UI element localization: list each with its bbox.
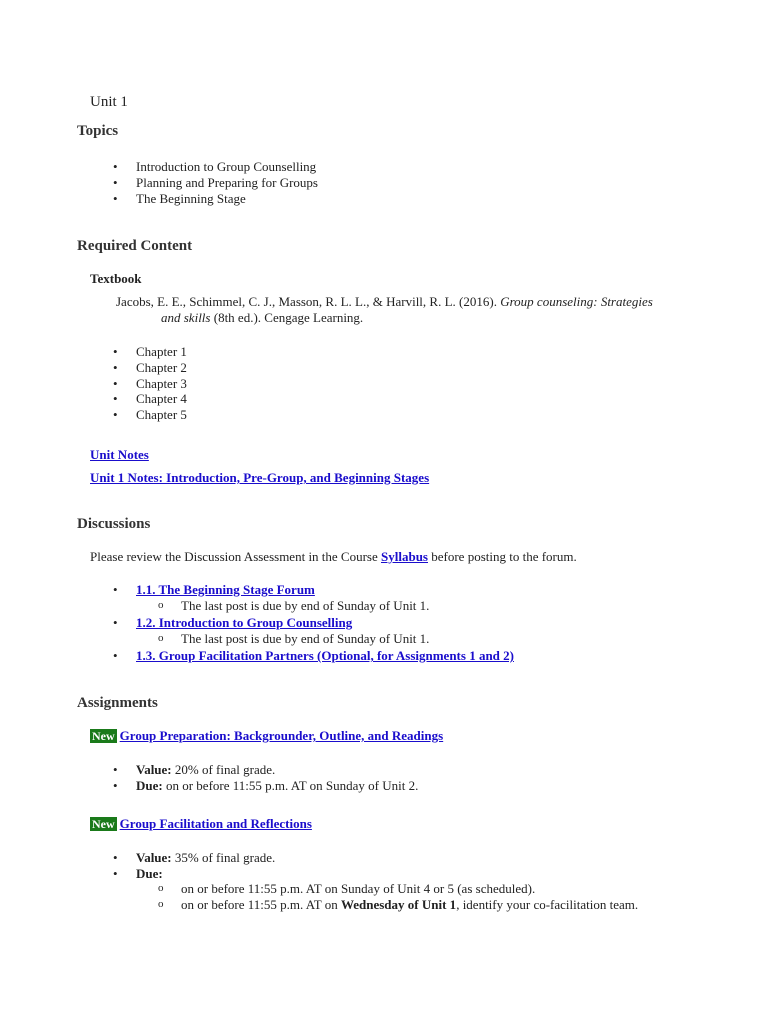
list-item <box>90 615 352 631</box>
chapter-item: • Chapter 3 <box>90 376 187 392</box>
due-text-after: , identify your co-facilitation team. <box>456 897 639 912</box>
unit1-notes-link[interactable]: Unit 1 Notes: Introduction, Pre-Group, and Beginning Stages <box>90 470 430 485</box>
list-item: • Introduction to Group Counselling <box>90 159 318 175</box>
discussions-heading: Discussions <box>77 516 151 532</box>
unit-notes-link[interactable]: Unit Notes <box>90 447 149 462</box>
citation-title-2: and skills <box>161 310 211 325</box>
discussion-sublist <box>90 631 429 647</box>
value-label: Value: <box>136 762 172 777</box>
list-item <box>90 897 638 913</box>
topics-list <box>90 159 318 206</box>
citation-rest: (8th ed.). Cengage Learning. <box>213 310 364 325</box>
discussions-intro <box>90 549 577 565</box>
topics-heading: Topics <box>77 123 119 139</box>
discussion-list <box>90 648 514 664</box>
chapter-item: • Chapter 2 <box>90 360 187 376</box>
list-item: o The last post is due by end of Sunday of Unit 1. <box>90 631 429 647</box>
assignment-1-line <box>90 728 443 744</box>
textbook-citation <box>116 294 686 326</box>
list-item <box>90 762 418 778</box>
assignment-1-value: 20% of final grade. <box>174 762 276 777</box>
list-item: o The last post is due by end of Sunday of Unit 1. <box>90 598 429 614</box>
value-label: Value: <box>136 850 172 865</box>
list-item <box>90 582 315 598</box>
discussion-sublist <box>90 598 429 614</box>
chapter-item: • Chapter 4 <box>90 391 187 407</box>
discussion-list <box>90 615 352 631</box>
discussion-list <box>90 582 315 598</box>
list-item: • Planning and Preparing for Groups <box>90 175 318 191</box>
chapter-item: • Chapter 1 <box>90 344 187 360</box>
due-label: Due: <box>136 777 163 793</box>
due-text-bold: Wednesday of Unit 1 <box>340 897 457 912</box>
citation-title-1: Group counseling: Strategies <box>500 294 653 309</box>
list-item <box>90 778 418 794</box>
assignment-1-link[interactable]: Group Preparation: Backgrounder, Outline, and Readings <box>119 728 444 743</box>
assignment-2-link[interactable]: Group Facilitation and Reflections <box>119 816 312 831</box>
chapters-list <box>90 344 187 423</box>
assignment-2-details <box>90 850 275 882</box>
assignment-2-line <box>90 816 312 832</box>
intro-text-after: before posting to the forum. <box>431 549 577 564</box>
new-badge: New <box>92 729 115 743</box>
chapter-item: • Chapter 5 <box>90 407 187 423</box>
due-label: Due: <box>136 865 163 881</box>
intro-text-before: Please review the Discussion Assessment in the Course <box>90 549 378 564</box>
assignment-2-due-list <box>90 881 638 913</box>
list-item: • The Beginning Stage <box>90 191 318 207</box>
list-item <box>90 850 275 866</box>
assignment-2-value: 35% of final grade. <box>174 850 276 865</box>
list-item: o on or before 11:55 p.m. AT on Sunday of Unit 4 or 5 (as scheduled). <box>90 881 638 897</box>
citation-authors: Jacobs, E. E., Schimmel, C. J., Masson, R. L. L., & Harvill, R. L. (2016). <box>116 294 497 309</box>
discussion-link-1-3[interactable]: 1.3. Group Facilitation Partners (Optional, for Assignments 1 and 2) <box>136 648 514 663</box>
unit-title: Unit 1 <box>90 94 128 110</box>
assignments-heading: Assignments <box>77 695 158 711</box>
list-item <box>90 866 275 882</box>
discussion-link-1-2[interactable]: 1.2. Introduction to Group Counselling <box>136 615 353 630</box>
new-badge: New <box>92 817 115 831</box>
syllabus-link[interactable]: Syllabus <box>381 549 428 564</box>
list-item <box>90 648 514 664</box>
assignment-1-due: on or before 11:55 p.m. AT on Sunday of Unit 2. <box>165 777 419 793</box>
due-text-before: on or before 11:55 p.m. AT on <box>181 897 338 912</box>
textbook-label: Textbook <box>90 271 142 286</box>
discussion-link-1-1[interactable]: 1.1. The Beginning Stage Forum <box>136 582 315 597</box>
required-content-heading: Required Content <box>77 238 193 254</box>
assignment-1-details <box>90 762 418 794</box>
